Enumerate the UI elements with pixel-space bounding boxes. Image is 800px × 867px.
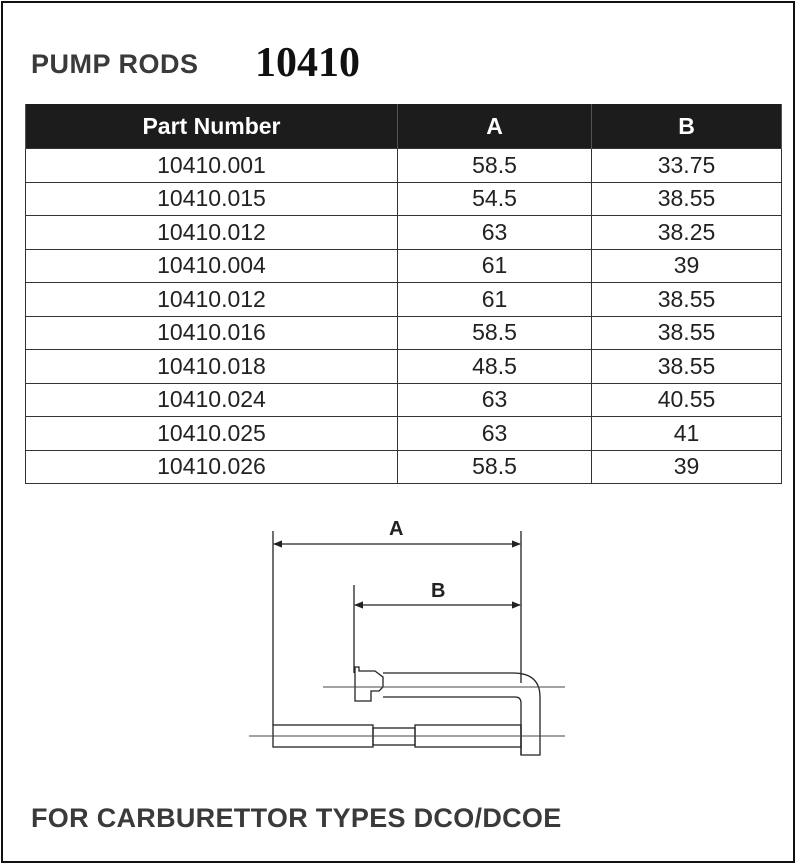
pump-rod-diagram: [243, 513, 573, 773]
cell-b: 38.55: [592, 283, 782, 317]
table-row: [26, 283, 782, 317]
cell-part-number: 10410.012: [26, 216, 398, 250]
table-header-row: [26, 104, 782, 149]
cell-part-number: 10410.026: [26, 450, 398, 484]
cell-b: 39: [592, 450, 782, 484]
page-title: PUMP RODS: [31, 49, 199, 79]
column-header-b: B: [592, 104, 782, 149]
cell-a: 48.5: [398, 350, 592, 384]
cell-b: 38.55: [592, 350, 782, 384]
cell-b: 39: [592, 249, 782, 283]
table-row: [26, 417, 782, 451]
cell-part-number: 10410.004: [26, 249, 398, 283]
cell-a: 63: [398, 383, 592, 417]
table-row: [26, 216, 782, 250]
cell-b: 38.25: [592, 216, 782, 250]
cell-part-number: 10410.012: [26, 283, 398, 317]
footer-note: FOR CARBURETTOR TYPES DCO/DCOE: [31, 803, 562, 833]
column-header-part-number: Part Number: [26, 104, 398, 149]
dimension-label-a: A: [389, 518, 404, 540]
cell-a: 63: [398, 417, 592, 451]
dimension-label-b: B: [431, 580, 446, 602]
cell-b: 38.55: [592, 182, 782, 216]
table-row: [26, 383, 782, 417]
cell-part-number: 10410.025: [26, 417, 398, 451]
cell-a: 58.5: [398, 316, 592, 350]
table-row: [26, 249, 782, 283]
cell-a: 58.5: [398, 450, 592, 484]
cell-part-number: 10410.024: [26, 383, 398, 417]
table-row: [26, 316, 782, 350]
cell-part-number: 10410.018: [26, 350, 398, 384]
cell-a: 58.5: [398, 149, 592, 183]
table-row: [26, 350, 782, 384]
table-row: [26, 149, 782, 183]
rod-lower-segment-2: [373, 728, 415, 745]
cell-a: 54.5: [398, 182, 592, 216]
table-row: [26, 450, 782, 484]
cell-b: 40.55: [592, 383, 782, 417]
column-header-a: A: [398, 104, 592, 149]
cell-part-number: 10410.016: [26, 316, 398, 350]
cell-part-number: 10410.001: [26, 149, 398, 183]
rod-upper-body: [355, 667, 383, 701]
cell-a: 61: [398, 283, 592, 317]
page-frame: [1, 1, 795, 863]
cell-b: 38.55: [592, 316, 782, 350]
parts-table: [25, 104, 782, 484]
cell-a: 63: [398, 216, 592, 250]
cell-part-number: 10410.015: [26, 182, 398, 216]
cell-a: 61: [398, 249, 592, 283]
cell-b: 41: [592, 417, 782, 451]
rod-upper-shaft: [383, 673, 540, 755]
cell-b: 33.75: [592, 149, 782, 183]
table-row: [26, 182, 782, 216]
part-series-number: 10410: [255, 40, 360, 86]
